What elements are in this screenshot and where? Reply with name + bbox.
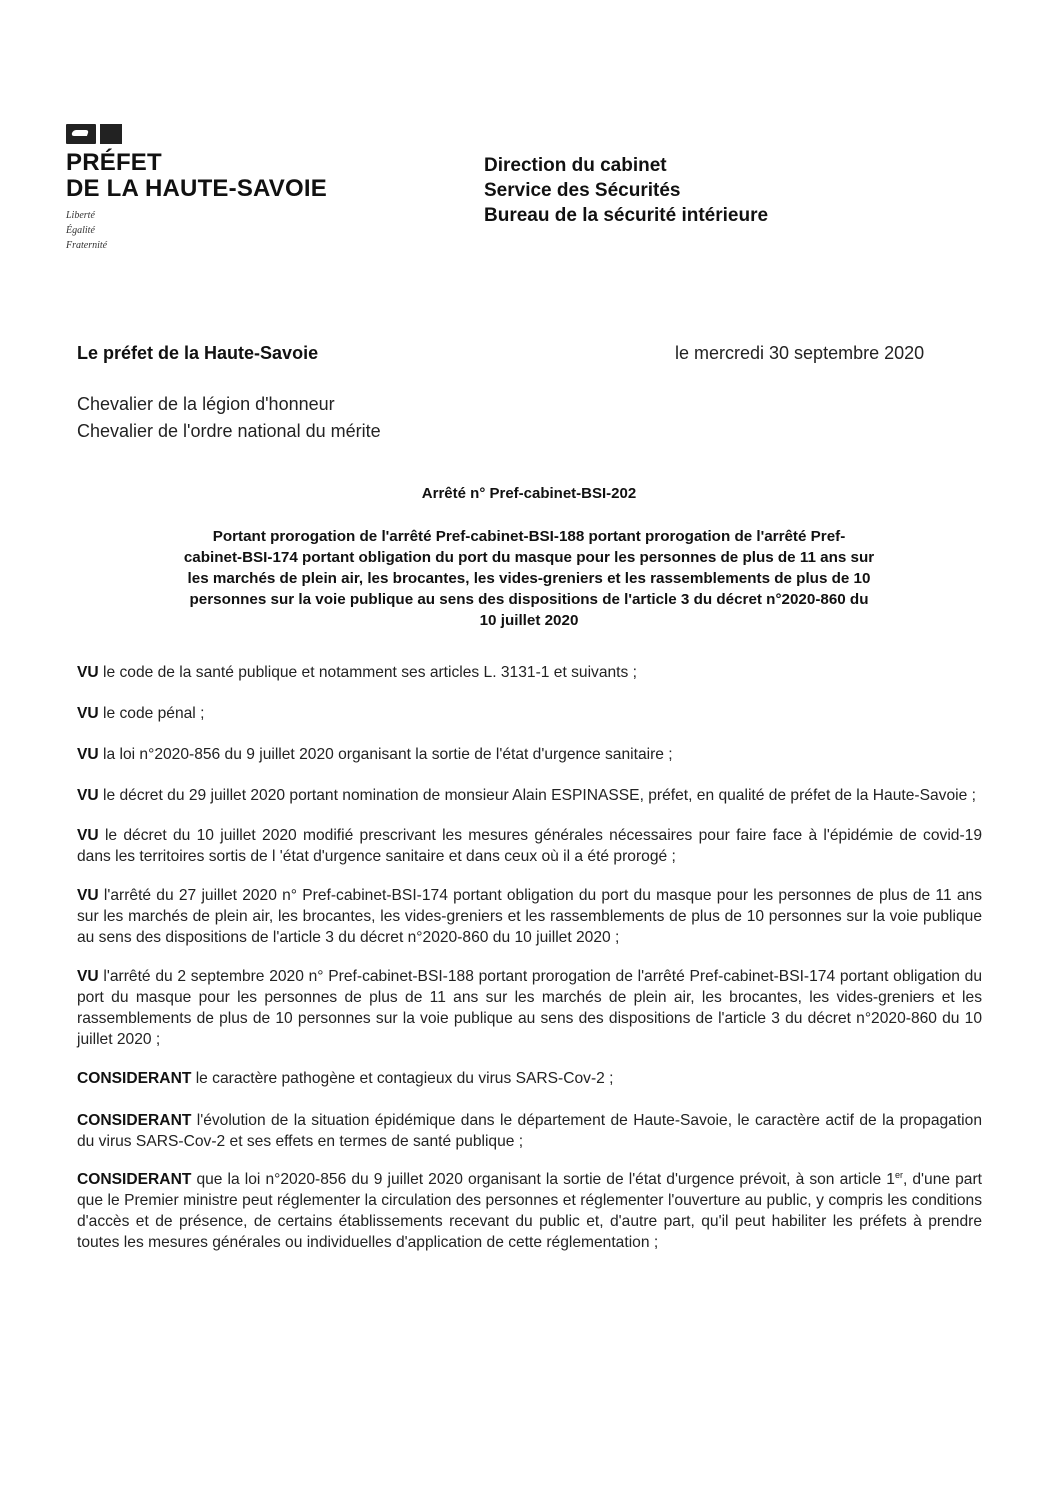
prefet-name-line2: DE LA HAUTE-SAVOIE bbox=[66, 175, 327, 202]
prefet-name bbox=[66, 150, 327, 202]
considerant-keyword: CONSIDERANT bbox=[77, 1112, 192, 1129]
visa-text: le décret du 10 juillet 2020 modifié prescrivant les mesures générales nécessaires pour faire face à l'épidémie de covid-19 dans les territoires sortis de l 'état d'urgence sanitaire et dans ceux où il a été prorogé ; bbox=[77, 827, 982, 865]
republic-motto bbox=[66, 208, 327, 253]
considerant-paragraph bbox=[77, 1068, 982, 1089]
visa-text: l'arrêté du 27 juillet 2020 n° Pref-cabinet-BSI-174 portant obligation du port du masque pour les personnes de plus de 11 ans sur les marchés de plein air, les brocantes, les vides-greniers et les rassemblements de plus de 10 personnes sur la voie publique au sens des dispositions de l'article 3 du décret n°2020-860 du 10 juillet 2020 ; bbox=[77, 887, 982, 946]
document-date: le mercredi 30 septembre 2020 bbox=[675, 343, 925, 363]
visa-text: l'arrêté du 2 septembre 2020 n° Pref-cabinet-BSI-188 portant prorogation de l'arrêté Pref-cabinet-BSI-174 portant obligation du port du masque pour les personnes de plus de 11 ans sur les marchés de plein air, les brocantes, les vides-greniers et les rassemblements de plus de 10 personnes sur la voie publique au sens des dispositions de l'article 3 du décret n°2020-860 du 10 juillet 2020 ; bbox=[77, 968, 982, 1048]
visa-keyword: VU bbox=[77, 705, 99, 722]
visa-keyword: VU bbox=[77, 968, 99, 985]
visa-keyword: VU bbox=[77, 746, 99, 763]
visa-text: la loi n°2020-856 du 9 juillet 2020 organisant la sortie de l'état d'urgence sanitaire ; bbox=[98, 746, 673, 763]
object-line: 10 juillet 2020 bbox=[479, 612, 579, 629]
motto-egalite: Égalité bbox=[66, 225, 95, 236]
visa-keyword: VU bbox=[77, 887, 99, 904]
honors-block bbox=[77, 391, 381, 445]
visa-paragraph bbox=[77, 703, 982, 724]
motto-liberte: Liberté bbox=[66, 210, 95, 221]
visa-text: le code de la santé publique et notamment ses articles L. 3131-1 et suivants ; bbox=[98, 664, 637, 681]
considerant-text: , d'une part que le Premier ministre peut réglementer la circulation des personnes et réglementer l'ouverture au public, y compris les conditions d'accès et de présence, de certains établissements recevant du public et, d'autre part, qu'il peut habiliter les préfets à prendre toutes les mesures générales ou individuelles d'application de cette réglementation ; bbox=[77, 1171, 982, 1251]
visa-keyword: VU bbox=[77, 827, 99, 844]
signatory-title: Le préfet de la Haute-Savoie bbox=[77, 343, 319, 363]
arrete-number: Arrêté n° Pref-cabinet-BSI-202 bbox=[421, 485, 637, 502]
visas-considerants bbox=[77, 662, 982, 1253]
visa-paragraph bbox=[77, 825, 982, 867]
service-line-securites: Service des Sécurités bbox=[484, 180, 681, 201]
motto-fraternite: Fraternité bbox=[66, 240, 108, 251]
arrete-object bbox=[116, 526, 942, 631]
marianne-logo-icon bbox=[66, 122, 327, 144]
considerant-text: que la loi n°2020-856 du 9 juillet 2020 organisant la sortie de l'état d'urgence prévoit, à son article 1 bbox=[191, 1171, 895, 1188]
visa-paragraph bbox=[77, 966, 982, 1050]
considerant-text: l'évolution de la situation épidémique dans le département de Haute-Savoie, le caractère actif de la propagation du virus SARS-Cov-2 et ses effets en termes de santé publique ; bbox=[77, 1112, 982, 1150]
considerant-text: le caractère pathogène et contagieux du virus SARS-Cov-2 ; bbox=[191, 1070, 614, 1087]
service-line-direction: Direction du cabinet bbox=[484, 155, 667, 176]
prefet-name-line1: PRÉFET bbox=[66, 149, 162, 176]
visa-keyword: VU bbox=[77, 664, 99, 681]
honor-line: Chevalier de l'ordre national du mérite bbox=[77, 421, 381, 441]
object-line: les marchés de plein air, les brocantes, les vides-greniers et les rassemblements de plus de 10 bbox=[187, 570, 871, 587]
object-line: Portant prorogation de l'arrêté Pref-cabinet-BSI-188 portant prorogation de l'arrêté Pref- bbox=[212, 528, 846, 545]
object-line: personnes sur la voie publique au sens des dispositions de l'article 3 du décret n°2020-860 du bbox=[189, 591, 869, 608]
considerant-paragraph bbox=[77, 1110, 982, 1152]
visa-paragraph bbox=[77, 744, 982, 765]
service-line-bureau: Bureau de la sécurité intérieure bbox=[484, 205, 769, 226]
visa-paragraph bbox=[77, 885, 982, 948]
visa-text: le code pénal ; bbox=[98, 705, 205, 722]
visa-paragraph bbox=[77, 785, 982, 806]
honor-line: Chevalier de la légion d'honneur bbox=[77, 394, 335, 414]
considerant-paragraph bbox=[77, 1169, 982, 1253]
visa-text: le décret du 29 juillet 2020 portant nomination de monsieur Alain ESPINASSE, préfet, en qualité de préfet de la Haute-Savoie ; bbox=[98, 787, 976, 804]
service-block bbox=[484, 153, 768, 228]
object-line: cabinet-BSI-174 portant obligation du port du masque pour les personnes de plus de 11 ans sur bbox=[183, 549, 875, 566]
considerant-keyword: CONSIDERANT bbox=[77, 1171, 192, 1188]
considerant-keyword: CONSIDERANT bbox=[77, 1070, 192, 1087]
visa-paragraph bbox=[77, 662, 982, 683]
prefet-logo bbox=[66, 122, 327, 253]
visa-keyword: VU bbox=[77, 787, 99, 804]
ordinal-suffix: er bbox=[894, 1169, 903, 1180]
